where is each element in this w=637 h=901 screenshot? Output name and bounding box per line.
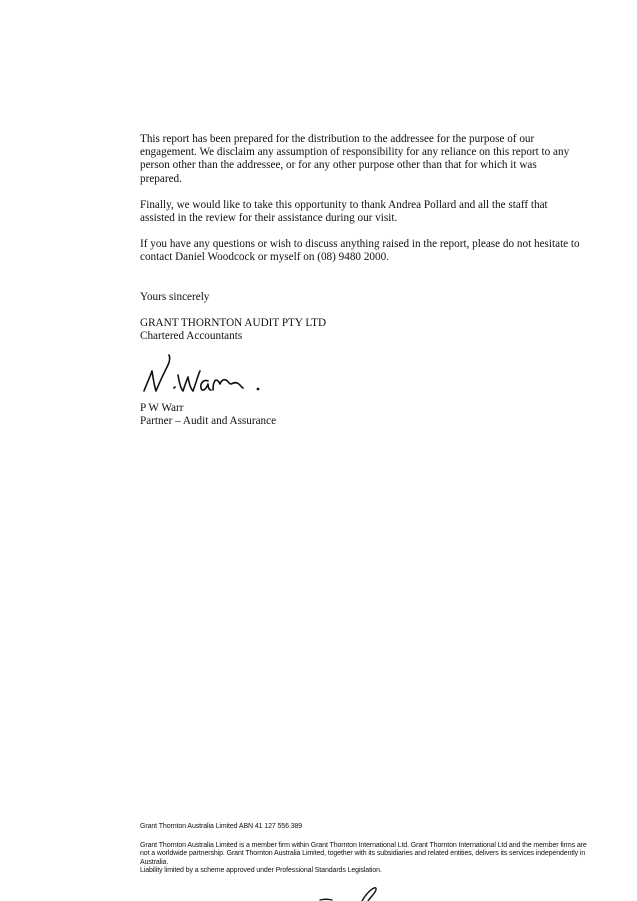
- firm-subtitle: Chartered Accountants: [140, 330, 243, 343]
- signer-title: Partner – Audit and Assurance: [140, 415, 277, 428]
- signer-block: [140, 402, 580, 428]
- paragraph-distribution-disclaimer: This report has been prepared for the distribution to the addressee for the purpose of our engagement. We disclaim any assumption of responsibility for any reliance on this report to any person other than the addressee, or for any other purpose other than that for which it was prepared.: [140, 133, 570, 185]
- signer-name: P W Warr: [140, 402, 184, 415]
- closing-salutation: Yours sincerely: [140, 290, 210, 303]
- handwritten-signature: [140, 351, 270, 399]
- letter-body: [140, 133, 580, 429]
- paragraph-thanks: Finally, we would like to take this opportunity to thank Andrea Pollard and all the staff that assisted in the review for their assistance during our visit.: [140, 198, 548, 225]
- footer-abn: Grant Thornton Australia Limited ABN 41 127 556 389: [140, 823, 303, 830]
- footer-member-statement: Grant Thornton Australia Limited is a member firm within Grant Thornton International Ltd. Grant Thornton International Ltd and the member firms are not a worldwide partnership. Grant Thornton Australia Limited, together with its subsidiaries and related entities, delivers its services independently in Australia.: [140, 841, 587, 866]
- paragraph-contact: If you have any questions or wish to discuss anything raised in the report, please do not hesitate to contact Daniel Woodcock or myself on (08) 9480 2000.: [140, 238, 580, 264]
- firm-name: GRANT THORNTON AUDIT PTY LTD: [140, 316, 327, 329]
- footer: [140, 823, 588, 876]
- partial-signature-mark: [318, 886, 388, 901]
- footer-liability: Liability limited by a scheme approved under Professional Standards Legislation.: [140, 867, 382, 875]
- firm-block: [140, 317, 580, 343]
